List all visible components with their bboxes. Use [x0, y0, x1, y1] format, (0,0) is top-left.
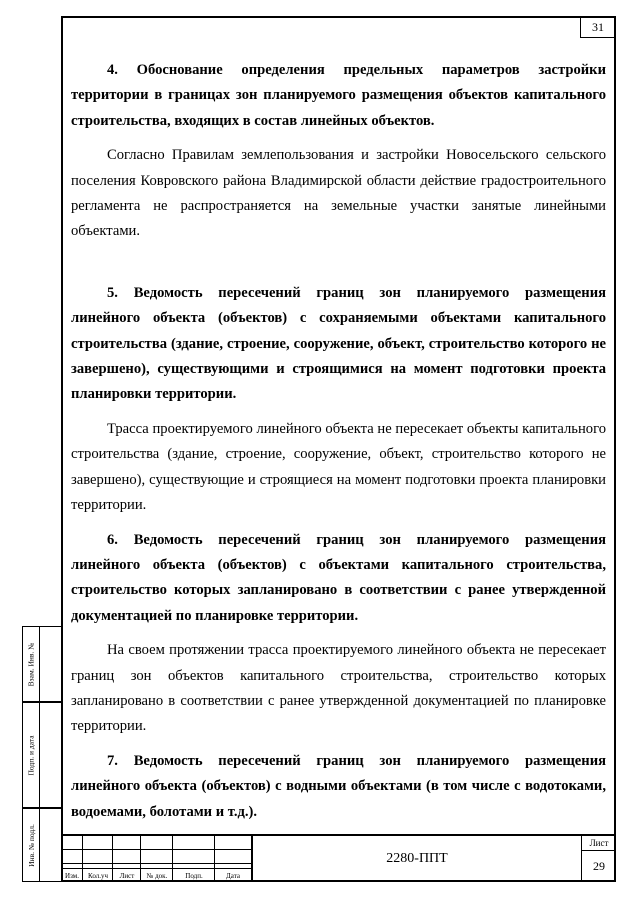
side-label-inv: Инв. № подл. [26, 823, 36, 867]
section-4-text: Согласно Правилам землепользования и застройки Новосельского сельского поселения Ковровского района Владимирской области действие градостроительного регламента не распространяется на земельные участки занятые линейными объектами. [71, 147, 606, 240]
side-stamp-vzam [22, 626, 61, 702]
side-stamp-podp [22, 702, 61, 808]
side-stamp-inv [22, 808, 61, 882]
section-7-heading: 7. Ведомость пересечений границ зон планируемого размещения линейного объекта (объектов) с водными объектами (в том числе с водотоками, водоемами, болотами и т.д.). [71, 752, 606, 820]
section-6-heading: 6. Ведомость пересечений границ зон планируемого размещения линейного объекта (объектов) с объектами капитального строительства, строительство которых запланировано в соответствии с ранее утвержденной документацией по планировке территории. [71, 531, 606, 624]
col-doc: № док. [146, 872, 168, 880]
section-5-text: Трасса проектируемого линейного объекта не пересекает объекты капитального строительства (здание, строение, сооружение, объект, строительство которого не завершено), существующие и строящиеся на момент подготовки проекта планировки территории. [71, 420, 606, 514]
col-podp: Подп. [185, 872, 203, 880]
col-data: Дата [226, 872, 240, 880]
col-izm: Изм. [65, 872, 79, 880]
sheet-number: 29 [593, 859, 605, 873]
side-label-vzam: Взам. Инв. № [26, 642, 36, 686]
col-kol-uch: Кол.уч [88, 872, 108, 880]
section-5-heading: 5. Ведомость пересечений границ зон планируемого размещения линейного объекта (объектов) с сохраняемыми объектами капитального строительства (здание, строение, сооружение, объект, строительство которого не завершено), существующими и строящимися на момент подготовки проекта планировки территории. [71, 284, 606, 403]
sheet-box [582, 836, 616, 882]
page-number: 31 [580, 16, 616, 38]
document-body [71, 58, 606, 825]
sheet-label: Лист [582, 836, 616, 851]
side-label-podp: Подп. и дата [26, 734, 36, 776]
section-4-heading: 4. Обоснование определения предельных параметров застройки территории в границах зон планируемого размещения объектов капитального строительства, входящих в состав линейных объектов. [71, 62, 606, 129]
page-frame [61, 16, 616, 882]
revision-grid [61, 836, 251, 882]
col-list: Лист [119, 872, 135, 880]
title-block [61, 834, 616, 882]
section-6-text: На своем протяжении трасса проектируемого линейного объекта не пересекает границ зон объектов капитального строительства, строительство которых запланировано в соответствии с ранее утвержденной документацией по планировке территории. [71, 642, 606, 735]
document-code: 2280-ППТ [251, 836, 582, 882]
